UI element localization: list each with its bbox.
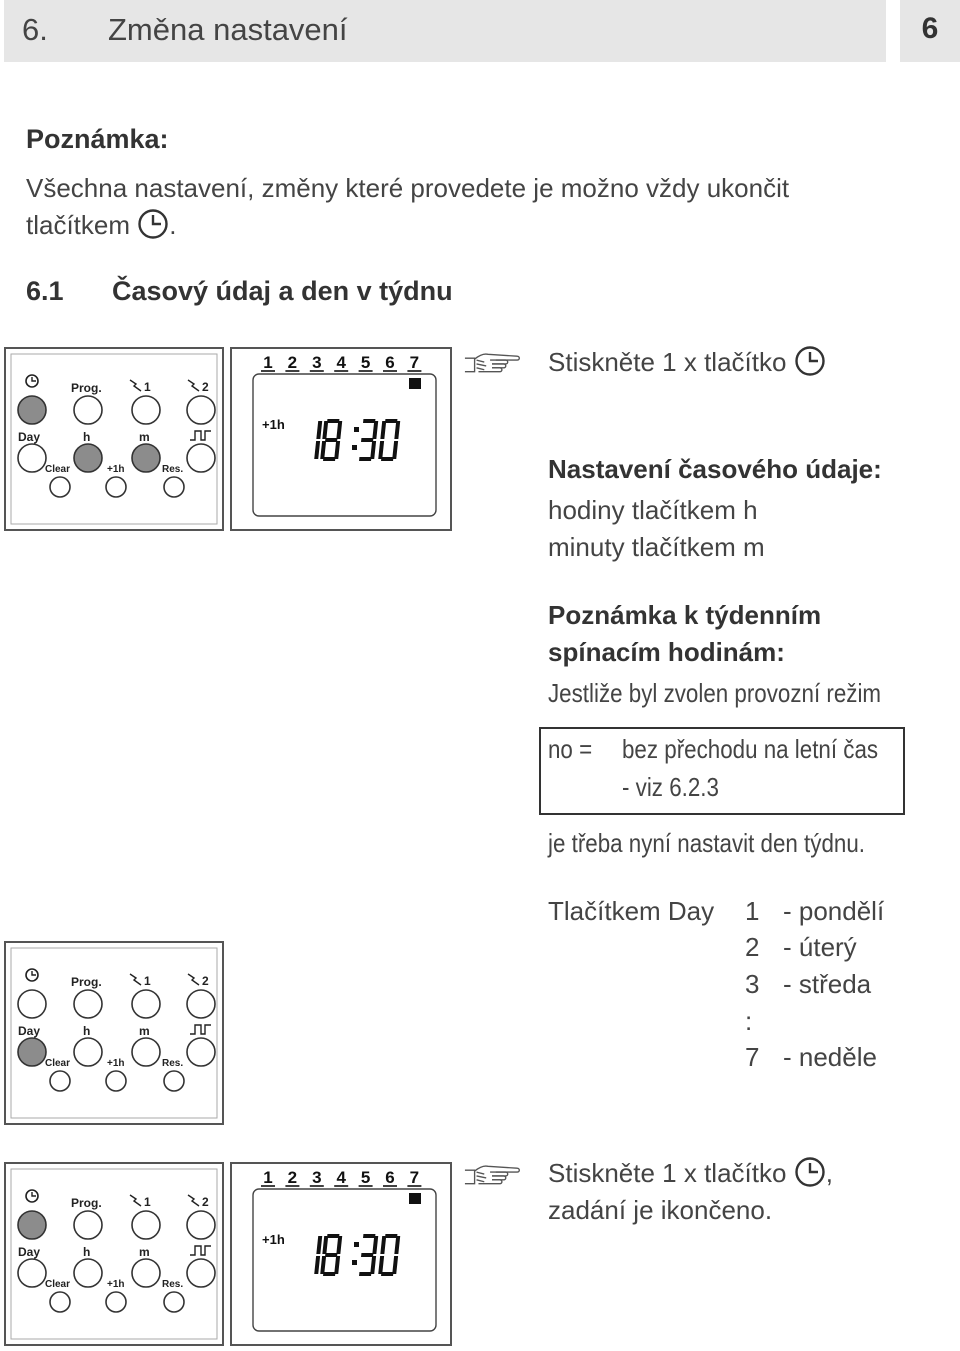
chapter-title: Změna nastavení (108, 12, 348, 47)
lcd-day-6: 6 (385, 1168, 395, 1187)
clear-label: Clear (45, 1279, 71, 1290)
button-panel-svg (4, 347, 224, 531)
clock-icon (794, 1156, 826, 1188)
lcd-day-5: 5 (360, 1168, 371, 1187)
no-mode-key: no = (548, 734, 593, 764)
note-text (26, 170, 886, 244)
h-button (74, 1038, 102, 1066)
day-label: Day (18, 1024, 41, 1038)
h-label: h (83, 1024, 91, 1038)
note-title: Poznámka: (26, 124, 169, 154)
clear-button (50, 477, 70, 497)
pulse-button (187, 1038, 215, 1066)
final-step-line-1 (548, 1155, 833, 1192)
res-button (164, 477, 184, 497)
res-label: Res. (162, 1058, 184, 1069)
day-num-ellipsis: : (745, 1006, 753, 1036)
pulse-button (187, 1259, 215, 1287)
lcd-segment (385, 419, 397, 423)
lcd-segment (359, 1272, 371, 1276)
day-num-1: 1 (745, 896, 760, 926)
res-button (164, 1071, 184, 1091)
lcd-svg (230, 1162, 452, 1346)
final-step-end: , (825, 1158, 833, 1188)
time-setting-hours: hodiny tlačítkem h (548, 495, 758, 525)
note-line-2-text: tlačítkem (26, 210, 131, 240)
day-name-7: - neděle (783, 1042, 877, 1072)
lcd-colon-dot (354, 1242, 359, 1247)
m-button (132, 444, 160, 472)
day-num-2: 2 (745, 932, 760, 962)
channel-1-label: 1 (144, 380, 151, 394)
no-mode-line-1: bez přechodu na letní čas (622, 734, 879, 764)
m-label: m (139, 1245, 150, 1259)
lcd-day-3: 3 (312, 353, 322, 372)
m-button (132, 1038, 160, 1066)
page-number: 6 (921, 12, 939, 45)
weekly-note-after: je třeba nyní nastavit den týdnu. (548, 828, 865, 858)
lcd-segment (327, 1234, 339, 1238)
step1-text: Stiskněte 1 x tlačítko (548, 347, 787, 377)
lcd-segment (363, 1234, 375, 1238)
lcd-display-1 (230, 347, 452, 536)
lcd-svg (230, 347, 452, 531)
res-label: Res. (162, 464, 184, 475)
note-line-2 (26, 207, 886, 244)
channel-1-button (132, 396, 160, 424)
lcd-segment (363, 419, 375, 423)
time-setting-title: Nastavení časového údaje: (548, 454, 882, 484)
channel-1-button (132, 990, 160, 1018)
section-title: Časový údaj a den v týdnu (112, 276, 453, 306)
clock-button (18, 396, 46, 424)
channel-2-button (187, 1211, 215, 1239)
channel-1-label: 1 (144, 1195, 151, 1209)
day-name-2: - úterý (783, 932, 857, 962)
clock-icon (794, 345, 826, 377)
lcd-day-3: 3 (312, 1168, 322, 1187)
lcd-display-2 (230, 1162, 452, 1351)
channel-1-label: 1 (144, 974, 151, 988)
lcd-day-1: 1 (263, 1168, 273, 1187)
clear-button (50, 1292, 70, 1312)
final-step-text: Stiskněte 1 x tlačítko (548, 1158, 787, 1188)
lcd-segment (385, 1234, 397, 1238)
day-button (18, 1259, 46, 1287)
lcd-segment (381, 457, 393, 461)
pointing-hand-icon (463, 1162, 521, 1188)
day-button (18, 1038, 46, 1066)
chapter-number: 6. (22, 12, 48, 47)
button-panel-1 (4, 347, 224, 536)
lcd-segment (361, 438, 373, 442)
day-name-1: - pondělí (783, 896, 885, 926)
no-mode-line-2: - viz 6.2.3 (622, 772, 719, 802)
h-button (74, 1259, 102, 1287)
lcd-segment (381, 1272, 393, 1276)
day-num-3: 3 (745, 969, 760, 999)
lcd-day-7: 7 (409, 1168, 420, 1187)
lcd-plus1h: +1h (262, 417, 285, 432)
pointing-hand-icon (463, 350, 521, 376)
lcd-segment (325, 1253, 337, 1257)
lcd-colon-dot (352, 445, 357, 450)
m-button (132, 1259, 160, 1287)
lcd-colon-dot (352, 1260, 357, 1265)
day-setting-label: Tlačítkem Day (548, 896, 715, 926)
clear-label: Clear (45, 464, 71, 475)
plus1h-button (106, 1292, 126, 1312)
lcd-segment (325, 438, 337, 442)
lcd-day-1: 1 (263, 353, 273, 372)
day-label: Day (18, 1245, 41, 1259)
lcd-plus1h: +1h (262, 1232, 285, 1247)
m-label: m (139, 430, 150, 444)
plus1h-label: +1h (107, 1279, 125, 1290)
button-panel-3 (4, 1162, 224, 1351)
clock-icon (137, 208, 169, 240)
channel-1-button (132, 1211, 160, 1239)
channel-2-label: 2 (202, 380, 209, 394)
lcd-day-7: 7 (409, 353, 420, 372)
prog-button (74, 1211, 102, 1239)
h-label: h (83, 430, 91, 444)
button-panel-svg (4, 941, 224, 1125)
prog-button (74, 990, 102, 1018)
channel-2-label: 2 (202, 974, 209, 988)
lcd-day-indicator (409, 1193, 421, 1204)
lcd-colon-dot (354, 427, 359, 432)
lcd-segment (359, 457, 371, 461)
lcd-segment (323, 1272, 335, 1276)
weekly-note-text: Jestliže byl zvolen provozní režim (548, 678, 882, 708)
plus1h-label: +1h (107, 1058, 125, 1069)
prog-label: Prog. (71, 381, 102, 395)
lcd-day-indicator (409, 378, 421, 389)
channel-2-label: 2 (202, 1195, 209, 1209)
lcd-frame (231, 1163, 451, 1345)
lcd-day-6: 6 (385, 353, 395, 372)
pulse-button (187, 444, 215, 472)
lcd-segment (361, 1253, 373, 1257)
res-button (164, 1292, 184, 1312)
weekly-note-title-1: Poznámka k týdenním (548, 600, 822, 630)
lcd-segment (323, 457, 335, 461)
button-panel-2 (4, 941, 224, 1130)
lcd-day-2: 2 (287, 353, 298, 372)
lcd-day-2: 2 (287, 1168, 298, 1187)
final-step-line-2: zadání je ikončeno. (548, 1195, 773, 1225)
prog-label: Prog. (71, 1196, 102, 1210)
note-line-1: Všechna nastavení, změny které provedete je možno vždy ukončit (26, 173, 790, 203)
prog-button (74, 396, 102, 424)
clock-button (18, 990, 46, 1018)
m-label: m (139, 1024, 150, 1038)
lcd-segment (327, 419, 339, 423)
lcd-day-4: 4 (336, 353, 346, 372)
section-number: 6.1 (26, 276, 64, 306)
lcd-day-4: 4 (336, 1168, 346, 1187)
plus1h-button (106, 477, 126, 497)
clear-label: Clear (45, 1058, 71, 1069)
day-button (18, 444, 46, 472)
channel-2-button (187, 396, 215, 424)
note-line-2-end: . (169, 210, 177, 240)
time-setting-minutes: minuty tlačítkem m (548, 532, 765, 562)
h-label: h (83, 1245, 91, 1259)
day-label: Day (18, 430, 41, 444)
res-label: Res. (162, 1279, 184, 1290)
clock-button (18, 1211, 46, 1239)
plus1h-button (106, 1071, 126, 1091)
lcd-frame (231, 348, 451, 530)
channel-2-button (187, 990, 215, 1018)
day-num-7: 7 (745, 1042, 760, 1072)
weekly-note-title-2: spínacím hodinám: (548, 637, 785, 667)
h-button (74, 444, 102, 472)
day-name-3: - středa (783, 969, 872, 999)
lcd-day-5: 5 (360, 353, 371, 372)
plus1h-label: +1h (107, 464, 125, 475)
prog-label: Prog. (71, 975, 102, 989)
button-panel-svg (4, 1162, 224, 1346)
step1-instruction (548, 344, 826, 381)
clear-button (50, 1071, 70, 1091)
